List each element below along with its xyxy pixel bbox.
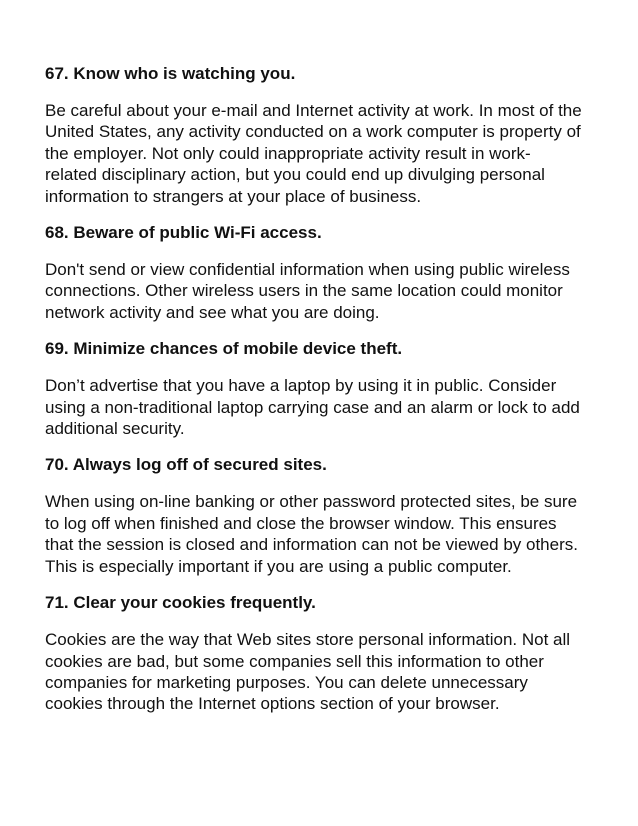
tip-body (45, 491, 620, 577)
tip-71 (45, 592, 620, 715)
body-line: cookies through the Internet options section of your browser. (45, 694, 500, 714)
body-line: network activity and see what you are doing. (45, 302, 380, 322)
body-line: related disciplinary action, but you could end up divulging personal (45, 165, 545, 185)
tip-body (45, 259, 620, 323)
tip-67 (45, 63, 620, 207)
body-line: Don’t advertise that you have a laptop by using it in public. Consider (45, 376, 557, 396)
tip-heading: 71. Clear your cookies frequently. (45, 593, 316, 613)
body-line: additional security. (45, 419, 185, 439)
body-line: cookies are bad, but some companies sell this information to other (45, 651, 544, 671)
tip-heading: 67. Know who is watching you. (45, 64, 296, 83)
tip-heading: 69. Minimize chances of mobile device theft. (45, 339, 403, 359)
tip-69 (45, 338, 620, 439)
body-line: When using on-line banking or other password protected sites, be sure (45, 492, 578, 512)
body-line: information to strangers at your place of business. (45, 186, 422, 206)
body-line: United States, any activity conducted on a work computer is property of (45, 122, 581, 142)
tip-heading: 68. Beware of public Wi-Fi access. (45, 223, 322, 243)
body-line: This is especially important if you are using a public computer. (45, 556, 512, 576)
body-line: Be careful about your e-mail and Internet activity at work. In most of the (45, 101, 582, 120)
body-line: Don't send or view confidential information when using public wireless (45, 260, 570, 280)
body-line: the employer. Not only could inappropriate activity result in work- (45, 143, 531, 163)
tip-body (45, 629, 620, 715)
body-line: companies for marketing purposes. You can delete unnecessary (45, 672, 528, 692)
tip-70 (45, 454, 620, 577)
tip-body (45, 100, 620, 207)
document-page (45, 63, 620, 730)
body-line: that the session is closed and information can not be viewed by others. (45, 535, 578, 555)
body-line: using a non-traditional laptop carrying case and an alarm or lock to add (45, 397, 580, 417)
body-line: connections. Other wireless users in the same location could monitor (45, 281, 563, 301)
body-line: to log off when finished and close the browser window. This ensures (45, 513, 557, 533)
tip-68 (45, 222, 620, 323)
tip-body (45, 375, 620, 439)
tip-heading: 70. Always log off of secured sites. (45, 455, 327, 475)
body-line: Cookies are the way that Web sites store personal information. Not all (45, 630, 571, 650)
